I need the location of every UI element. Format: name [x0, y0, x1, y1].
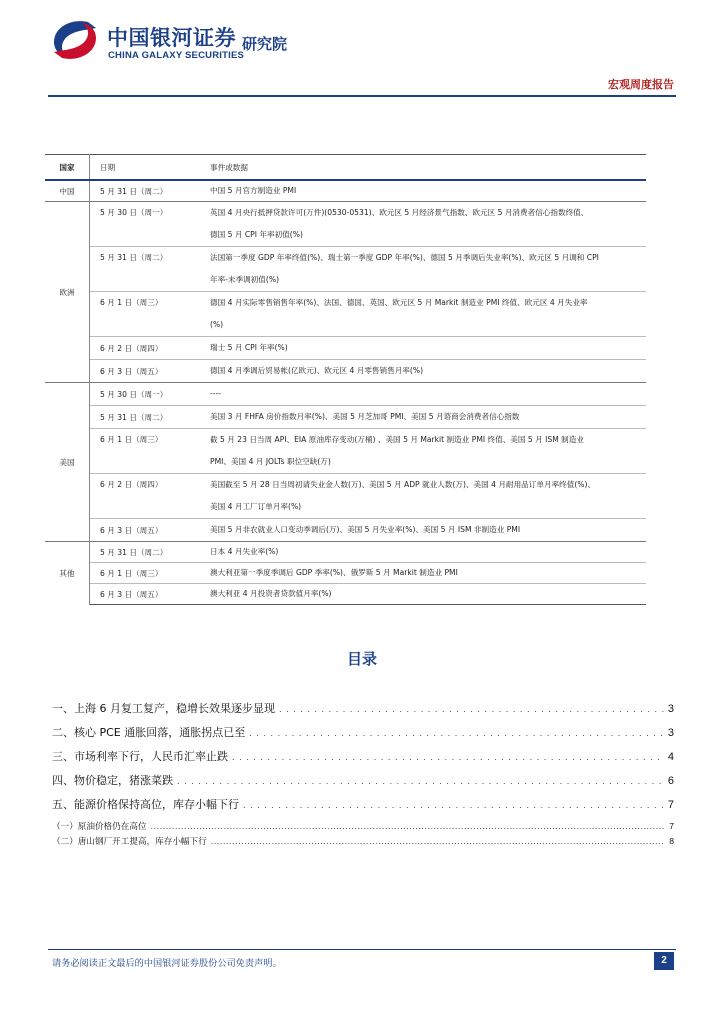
footer-divider: [48, 949, 676, 950]
header-divider: [48, 95, 676, 97]
table-row: [45, 429, 646, 474]
toc-leader-dots: [232, 753, 664, 762]
table-row: [45, 474, 646, 519]
header-date: 日期: [90, 155, 209, 181]
event-cell: [208, 584, 646, 605]
report-type: 宏观周度报告: [608, 78, 674, 91]
event-line: 澳大利亚第一季度季调后 GDP 季率(%)、俄罗斯 5 月 Markit 制造业 PMI: [210, 568, 458, 577]
date-cell: 5 月 31 日（周二）: [90, 542, 209, 563]
economic-calendar-table: [45, 154, 646, 605]
event-cell: [208, 563, 646, 584]
table-row: [45, 360, 646, 383]
brand-name-cn: 中国银河证券: [107, 26, 236, 50]
date-cell: 6 月 3 日（周五）: [100, 525, 163, 535]
event-line: (%): [210, 320, 224, 329]
event-cell: [208, 337, 646, 360]
event-cell: [208, 474, 646, 519]
toc-item[interactable]: [52, 724, 674, 748]
table-row: [45, 383, 646, 406]
toc-item[interactable]: [52, 772, 674, 796]
page-header: [0, 0, 724, 100]
toc-item-page: 4: [667, 751, 674, 763]
galaxy-logo-icon: [48, 16, 102, 64]
date-cell: 6 月 2 日（周四）: [90, 337, 209, 360]
toc-item-page: 7: [669, 821, 674, 831]
date-cell: 6 月 1 日（周三）: [90, 563, 209, 584]
event-line: 德国 4 月实际零售销售年率(%)、法国、德国、英国、欧元区 5 月 Markit 制造业 PMI 终值、欧元区 4 月失业率: [210, 298, 588, 307]
toc-item-title: （二）唐山钢厂开工提高，库存小幅下行: [52, 837, 207, 847]
toc-item[interactable]: [52, 796, 674, 820]
date-cell: 5 月 30 日（周一）: [90, 202, 209, 247]
brand-name-en: CHINA GALAXY SECURITIES: [108, 50, 245, 61]
toc-item-page: 8: [669, 836, 674, 846]
event-line: 法国第一季度 GDP 年率终值(%)、瑞士第一季度 GDP 年率(%)、德国 5 月季调后失业率(%)、欧元区 5 月调和 CPI: [210, 253, 599, 262]
event-line: 澳大利亚 4 月投资者贷款值月率(%): [210, 589, 332, 598]
toc-leader-dots: [249, 729, 664, 738]
event-cell: [208, 429, 646, 474]
toc-leader-dots: [177, 777, 664, 786]
header-country: 国家: [45, 155, 90, 181]
toc-item-title: 五、能源价格保持高位，库存小幅下行: [52, 798, 239, 811]
table-row: [45, 337, 646, 360]
toc-item-page: 3: [667, 727, 674, 739]
disclaimer-text: 请务必阅读正文最后的中国银河证券股份公司免责声明。: [52, 958, 282, 969]
toc-item[interactable]: [52, 835, 674, 850]
event-line: 年率-未季调初值(%): [210, 275, 280, 284]
country-cell: 其他: [45, 542, 90, 605]
toc-leader-dots: [279, 705, 664, 714]
country-cell: 美国: [45, 383, 90, 542]
toc-item-title: 三、市场利率下行，人民币汇率止跌: [52, 750, 228, 763]
toc-item[interactable]: [52, 700, 674, 724]
event-line: 美国截至 5 月 28 日当周初请失业金人数(万)、美国 5 月 ADP 就业人数(万)、美国 4 月耐用品订单月率终值(%)、: [210, 480, 596, 489]
header-event: 事件或数据: [208, 155, 646, 181]
event-cell: [208, 406, 646, 429]
event-cell: [208, 360, 646, 383]
event-line: 美国 5 月非农就业人口变动季调后(万)、美国 5 月失业率(%)、美国 5 月 ISM 非制造业 PMI: [210, 525, 521, 534]
date-cell: 5 月 31 日（周二）: [90, 247, 209, 292]
table-row: [45, 180, 646, 202]
date-cell: 5 月 31 日（周二）: [90, 406, 209, 429]
table-row: [45, 519, 646, 542]
date-cell: 5 月 31 日（周二）: [90, 180, 209, 202]
table-header-row: [45, 155, 646, 181]
event-cell: [208, 519, 646, 542]
toc-title: 目录: [346, 650, 377, 668]
country-cell: 中国: [45, 180, 90, 202]
table-row: [45, 406, 646, 429]
toc-leader-dots: [243, 801, 664, 810]
toc-leader-dots: [151, 822, 666, 831]
date-cell: 6 月 3 日（周五）: [100, 366, 163, 376]
event-cell: [208, 247, 646, 292]
department-label: 研究院: [242, 35, 288, 53]
event-line: ----: [210, 389, 221, 398]
event-line: 日本 4 月失业率(%): [210, 547, 279, 556]
toc-item[interactable]: [52, 748, 674, 772]
table-row: [45, 202, 646, 247]
date-cell: 6 月 1 日（周三）: [90, 429, 209, 474]
event-line: 中国 5 月官方制造业 PMI: [210, 186, 297, 195]
event-cell: [208, 202, 646, 247]
date-cell: 6 月 3 日（周五）: [90, 584, 209, 605]
toc-item-page: 3: [667, 703, 674, 715]
toc-item-title: 四、物价稳定，猪涨菜跌: [52, 774, 173, 787]
date-cell: 6 月 2 日（周四）: [90, 474, 209, 519]
table-row: [45, 292, 646, 337]
toc-item-page: 6: [667, 775, 674, 787]
event-cell: [208, 542, 646, 563]
event-line: 美国 3 月 FHFA 房价指数月率(%)、美国 5 月芝加哥 PMI、美国 5 月谘商会消费者信心指数: [210, 412, 520, 421]
event-cell: [208, 292, 646, 337]
table-row: [45, 542, 646, 563]
toc-item-title: （一）原油价格仍在高位: [52, 822, 147, 832]
country-cell: 欧洲: [45, 202, 90, 383]
event-line: 瑞士 5 月 CPI 年率(%): [210, 343, 288, 352]
toc-leader-dots: [211, 837, 666, 846]
event-cell: [208, 180, 646, 202]
page-number: 2: [654, 952, 674, 970]
table-row: [45, 247, 646, 292]
event-line: 德国 5 月 CPI 年率初值(%): [210, 230, 303, 239]
table-row: [45, 563, 646, 584]
event-cell: [208, 383, 646, 406]
table-of-contents: [52, 700, 674, 850]
date-cell: 6 月 1 日（周三）: [90, 292, 209, 337]
event-line: PMI、美国 4 月 JOLTs 职位空缺(万): [210, 457, 331, 466]
toc-item-title: 一、上海 6 月复工复产，稳增长效果逐步显现: [52, 702, 275, 715]
toc-item[interactable]: [52, 820, 674, 835]
event-line: 德国 4 月季调后贸易帐(亿欧元)、欧元区 4 月零售销售月率(%): [210, 366, 424, 375]
table-row: [45, 584, 646, 605]
event-line: 英国 4 月央行抵押贷款许可(万件)(0530-0531)、欧元区 5 月经济景气指数、欧元区 5 月消费者信心指数终值、: [210, 208, 589, 217]
event-line: 美国 4 月工厂订单月率(%): [210, 502, 302, 511]
toc-item-page: 7: [667, 799, 674, 811]
event-line: 截 5 月 23 日当周 API、EIA 原油库存变动(万桶) 、美国 5 月 Markit 制造业 PMI 终值、美国 5 月 ISM 制造业: [210, 435, 584, 444]
toc-item-title: 二、核心 PCE 通胀回落，通胀拐点已至: [52, 726, 246, 739]
date-cell: 5 月 30 日（周一）: [90, 383, 209, 406]
